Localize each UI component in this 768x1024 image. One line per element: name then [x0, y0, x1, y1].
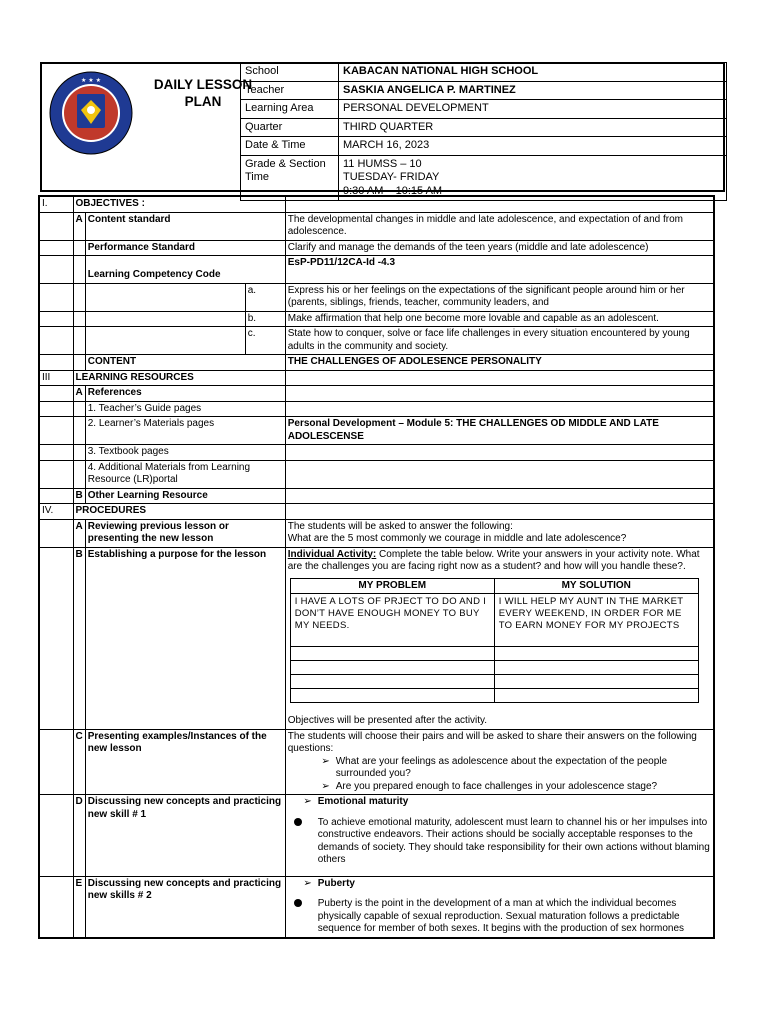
grade-section-value	[339, 155, 727, 201]
emotional-maturity-heading: ➢ Emotional maturity	[288, 796, 711, 809]
empty-problem-cell	[290, 661, 494, 675]
procedure-d-letter: D	[73, 795, 85, 877]
performance-standard-value: Clarify and manage the demands of the teen years (middle and late adolescence)	[285, 240, 714, 256]
resource-label-4: 4. Additional Materials from Learning Resource (LR)portal	[85, 460, 285, 488]
empty-problem-cell	[290, 675, 494, 689]
procedure-a-content	[285, 519, 714, 547]
procedure-c-row	[39, 729, 714, 795]
question-2: ➢ Are you prepared enough to face challenges in your adolescence stage?	[318, 781, 711, 794]
arrow-icon: ➢	[321, 755, 330, 767]
competency-code: EsP-PD11/12CA-Id -4.3	[285, 256, 714, 284]
procedure-e-label: Discussing new concepts and practicing new skills # 2	[85, 876, 285, 938]
procedure-a-text-2: What are the 5 most commonly we courage in middle and late adolescence?	[287, 533, 627, 544]
date-time-label: Date & Time	[241, 137, 339, 156]
procedures-row	[39, 504, 714, 520]
objectives-num: I.	[39, 196, 73, 212]
content-label: CONTENT	[85, 355, 285, 371]
procedure-b-content	[285, 547, 714, 729]
procedure-e-row	[39, 876, 714, 938]
bullet-icon	[294, 899, 302, 907]
procedure-c-label: Presenting examples/Instances of the new lesson	[85, 729, 285, 795]
problem-solution-table	[290, 578, 699, 704]
objective-letter-c: c.	[245, 327, 285, 355]
other-resource-letter: B	[73, 488, 85, 504]
resources-row	[39, 370, 714, 386]
objective-item-row	[39, 327, 714, 355]
quarter-value: THIRD QUARTER	[339, 118, 727, 137]
resource-item-row	[39, 445, 714, 461]
empty-solution-cell	[494, 647, 698, 661]
header-box	[40, 62, 725, 197]
procedure-e-content	[285, 876, 714, 938]
objective-item-row	[39, 311, 714, 327]
resource-item-row	[39, 401, 714, 417]
procedures-title: PROCEDURES	[73, 504, 285, 520]
bullet-icon	[294, 818, 302, 826]
grade-section-label: Grade & Section Time	[241, 155, 339, 201]
procedures-num: IV.	[39, 504, 73, 520]
procedure-d-content	[285, 795, 714, 877]
other-resource-row	[39, 488, 714, 504]
procedure-a-text-1: The students will be asked to answer the following:	[287, 520, 513, 532]
arrow-icon: ➢	[303, 796, 312, 807]
resource-item-row	[39, 417, 714, 445]
deped-seal-icon	[48, 70, 134, 156]
resource-value-3	[285, 445, 714, 461]
my-solution-header: MY SOLUTION	[494, 578, 698, 594]
resource-label-3: 3. Textbook pages	[85, 445, 285, 461]
objectives-title: OBJECTIVES :	[73, 196, 285, 212]
objective-item-row	[39, 283, 714, 311]
learning-area-label: Learning Area	[241, 100, 339, 119]
other-resource-label: Other Learning Resource	[85, 488, 285, 504]
procedure-c-letter: C	[73, 729, 85, 795]
procedure-b-row	[39, 547, 714, 729]
resource-value-2: Personal Development – Module 5: THE CHALLENGES OD MIDDLE AND LATE ADOLESCENSE	[285, 417, 714, 445]
procedure-d-label: Discussing new concepts and practicing new skill # 1	[85, 795, 285, 877]
references-label: References	[85, 386, 285, 402]
teacher-value: SASKIA ANGELICA P. MARTINEZ	[339, 81, 727, 100]
title-line-2: PLAN	[184, 94, 222, 109]
grade-section-line-3: 9:30 AM – 10:15 AM	[343, 184, 443, 197]
resource-value-1	[285, 401, 714, 417]
my-problem-cell: I HAVE A LOTS OF PRJECT TO DO AND I DON’T HAVE ENOUGH MONEY TO BUY MY NEEDS.	[290, 594, 494, 647]
resources-num: III	[39, 370, 73, 386]
grade-section-line-1: 11 HUMSS – 10	[343, 157, 422, 170]
procedure-b-label: Establishing a purpose for the lesson	[85, 547, 285, 729]
puberty-text: Puberty is the point in the development of a man at which the individual becomes physically capable of sexual reproduction. Sexual maturation follows a predictable sequence for member of both sexes. It begins with the production of sex hormones	[288, 898, 711, 936]
learning-area-value: PERSONAL DEVELOPMENT	[339, 100, 727, 119]
resource-item-row	[39, 460, 714, 488]
lesson-table	[38, 195, 715, 939]
resource-value-4	[285, 460, 714, 488]
procedure-b-letter: B	[73, 547, 85, 729]
content-row	[39, 355, 714, 371]
objectives-after-activity: Objectives will be presented after the activity.	[287, 715, 488, 726]
header-info-table	[240, 62, 727, 201]
arrow-icon: ➢	[321, 780, 330, 792]
objective-text-c: State how to conquer, solve or face life challenges in every situation encountered by young adults in the community and society.	[285, 327, 714, 355]
resources-title: LEARNING RESOURCES	[73, 370, 285, 386]
emotional-maturity-text: To achieve emotional maturity, adolescent must learn to channel his or her impulses into constructive endeavors. Their actions should be socially acceptable responses to the demands of society. They should take responsibility for their own actions without blaming others	[288, 817, 711, 875]
date-time-value: MARCH 16, 2023	[339, 137, 727, 156]
my-problem-header: MY PROBLEM	[290, 578, 494, 594]
content-standard-row	[39, 212, 714, 240]
content-standard-label: Content standard	[85, 212, 285, 240]
individual-activity-title: Individual Activity:	[287, 548, 377, 560]
procedure-a-letter: A	[73, 519, 85, 547]
procedure-a-label: Reviewing previous lesson or presenting the new lesson	[85, 519, 285, 547]
empty-problem-cell	[290, 647, 494, 661]
references-letter: A	[73, 386, 85, 402]
my-solution-cell: I WILL HELP MY AUNT IN THE MARKET EVERY WEEKEND, IN ORDER FOR ME TO EARN MONEY FOR MY PROJECTS	[494, 594, 698, 647]
question-1: ➢ What are your feelings as adolescence about the expectation of the people surrounded you?	[318, 756, 711, 781]
competency-row	[39, 256, 714, 284]
empty-solution-cell	[494, 661, 698, 675]
objective-letter-a: a.	[245, 283, 285, 311]
teacher-label: Teacher	[241, 81, 339, 100]
objective-letter-b: b.	[245, 311, 285, 327]
puberty-heading: ➢ Puberty	[288, 878, 711, 891]
quarter-label: Quarter	[241, 118, 339, 137]
procedure-e-letter: E	[73, 876, 85, 938]
procedure-d-row	[39, 795, 714, 877]
empty-problem-cell	[290, 689, 494, 703]
resource-label-1: 1. Teacher’s Guide pages	[85, 401, 285, 417]
performance-standard-label: Performance Standard	[85, 240, 285, 256]
svg-text:★ ★ ★: ★ ★ ★	[81, 77, 101, 84]
procedure-c-text: The students will choose their pairs and will be asked to share their answers on the following questions:	[287, 730, 697, 754]
content-standard-letter: A	[73, 212, 85, 240]
competency-label: Learning Competency Code	[85, 256, 285, 284]
arrow-icon: ➢	[303, 877, 312, 889]
individual-activity-body: Complete the table below. Write your answers in your activity note. What are the challenges you are facing right now as a student? and how will you handle these?.	[287, 548, 700, 572]
individual-activity-text	[288, 549, 711, 574]
school-value: KABACAN NATIONAL HIGH SCHOOL	[339, 63, 727, 82]
empty-solution-cell	[494, 689, 698, 703]
resource-label-2: 2. Learner’s Materials pages	[85, 417, 285, 445]
procedure-c-content	[285, 729, 714, 795]
empty-solution-cell	[494, 675, 698, 689]
references-row	[39, 386, 714, 402]
content-standard-value: The developmental changes in middle and late adolescence, and expectation of and from adolescence.	[285, 212, 714, 240]
school-label: School	[241, 63, 339, 82]
objectives-row	[39, 196, 714, 212]
objective-text-b: Make affirmation that help one become more lovable and capable as an adolescent.	[285, 311, 714, 327]
content-value: THE CHALLENGES OF ADOLESENCE PERSONALITY	[285, 355, 714, 371]
procedure-a-row	[39, 519, 714, 547]
grade-section-line-2: TUESDAY- FRIDAY	[343, 171, 440, 183]
objective-text-a: Express his or her feelings on the expectations of the significant people around him or her (parents, siblings, friends, teacher, community leaders, and	[285, 283, 714, 311]
performance-standard-row	[39, 240, 714, 256]
title-line-1: DAILY LESSON	[153, 77, 253, 92]
